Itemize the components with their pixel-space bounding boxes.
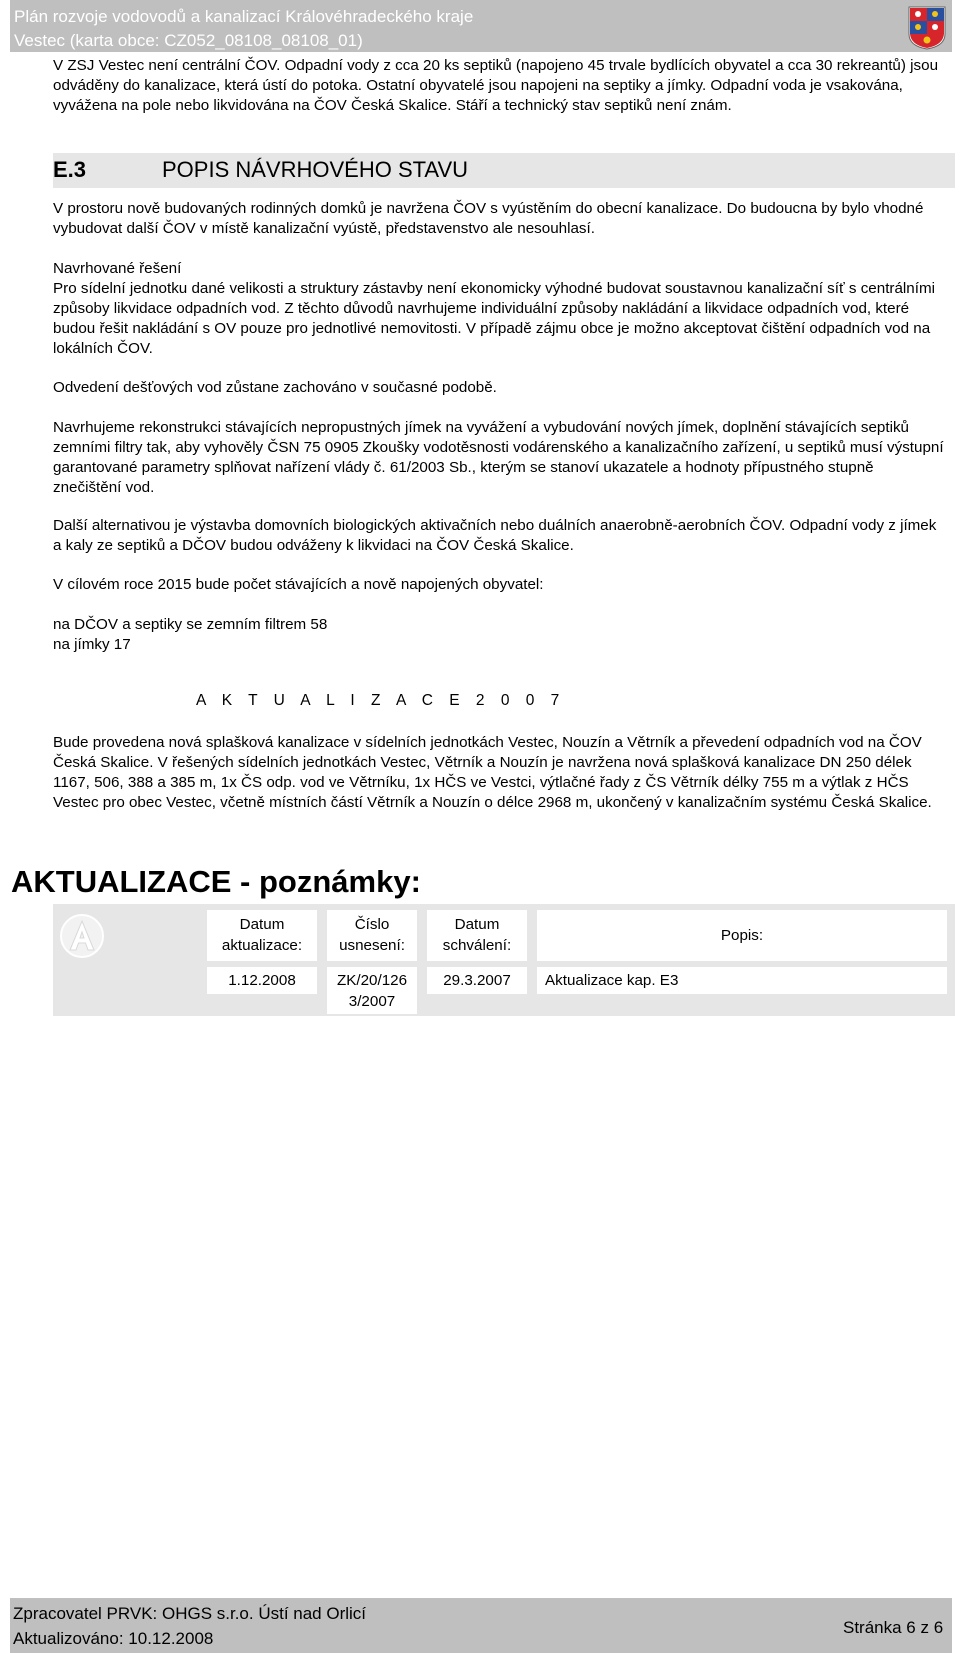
column-header-description: Popis:: [537, 910, 947, 961]
paragraph-4: Navrhujeme rekonstrukci stávajících nepropustných jímek na vyvážení a vybudování nových jímek, doplnění stávajících septiků zemními filtry tak, aby vyhověly ČSN 75 0905 Zkoušky vodotěsnosti vodárenského a kanalizačního zařízení, u septiků musí výstupní garantované parametry splňovat nařízení vlády č. 61/2003 Sb., kterým se stanoví ukazatele a hodnoty přípustného stupně znečištění vod.: [53, 419, 944, 496]
row-description: Aktualizace kap. E3: [537, 967, 947, 994]
paragraph-7-line-1: na DČOV a septiky se zemním filtrem 58: [53, 616, 328, 633]
row-approval: 29.3.2007: [427, 967, 527, 994]
updates-table: [53, 904, 955, 1016]
paragraph-3: Odvedení dešťových vod zůstane zachováno v současné podobě.: [53, 379, 497, 396]
page-number: Stránka 6 z 6: [843, 1618, 944, 1637]
paragraph-1: V prostoru nově budovaných rodinných domků je navržena ČOV s vyústěním do obecní kanalizace. Do budoucna by bylo vhodné vybudovat další ČOV v místě kanalizační vyústě, představenstvo ale nesouhlasí.: [53, 200, 924, 237]
coat-of-arms-icon: [908, 6, 946, 50]
document-title: Plán rozvoje vodovodů a kanalizací Královéhradeckého kraje: [14, 7, 474, 26]
updates-heading: AKTUALIZACE - poznámky:: [11, 864, 421, 899]
document-subtitle: Vestec (karta obce: CZ052_08108_08108_01): [14, 31, 363, 50]
row-date: 1.12.2008: [207, 967, 317, 994]
section-number: E.3: [53, 157, 87, 182]
paragraph-7-line-2: na jímky 17: [53, 636, 131, 653]
paragraph-5: Další alternativou je výstavba domovních biologických aktivačních nebo duálních anaerobně-aerobních ČOV. Odpadní vody z jímek a kaly ze septiků a DČOV budou odváženy k likvidaci na ČOV Česká Skalice.: [53, 517, 937, 554]
paragraph-2: Pro sídelní jednotku dané velikosti a struktury zástavby není ekonomicky výhodné budovat soustavnou kanalizační síť s centrálními způsoby likvidace odpadních vod. Z těchto důvodů navrhujeme individuální způsoby nakládání a likvidace odpadních vod, které budou řešit nakládání s OV pouze pro jednotlivé nemovitosti. V případě zájmu obce je možno akceptovat čištění odpadních vod na lokálních ČOV.: [53, 280, 935, 357]
column-header-approval: Datum schválení:: [427, 910, 527, 961]
column-header-resolution: Číslo usnesení:: [327, 910, 417, 961]
row-resolution: ZK/20/126 3/2007: [327, 967, 417, 1014]
paragraph-8: Bude provedena nová splašková kanalizace v sídelních jednotkách Vestec, Nouzín a Větrník a převedení odpadních vod na ČOV Česká Skalice. V řešených sídelních jednotkách Vestec, Větrník a Nouzín je navržena nová splašková kanalizace DN 250 délek 1167, 506, 388 a 385 m, 1x ČS odp. vod ve Větrníku, 1x HČS ve Vestci, výtlačné řady z ČS Větrník délky 755 m a výtlak z HČS Vestec pro obec Vestec, včetně místních částí Větrník a Nouzín o délce 2968 m, ukončený v kanalizačním systému Česká Skalice.: [53, 734, 932, 811]
footer-processor: Zpracovatel PRVK: OHGS s.r.o. Ústí nad Orlicí: [13, 1604, 367, 1623]
paragraph-2-heading: Navrhované řešení: [53, 260, 182, 277]
intro-paragraph: V ZSJ Vestec není centrální ČOV. Odpadní vody z cca 20 ks septiků (napojeno 45 trvale bydlících obyvatel a cca 30 rekreantů) jsou odváděny do kanalizace, která ústí do potoka. Ostatní obyvatelé jsou napojeni na septiky a jímky. Odpadní voda je vsakována, vyvážena na pole nebo likvidována na ČOV Česká Skalice. Stáří a technický stav septiků není znám.: [53, 57, 939, 114]
column-header-date: Datum aktualizace:: [207, 910, 317, 961]
paragraph-6: V cílovém roce 2015 bude počet stávajících a nově napojených obyvatel:: [53, 576, 544, 593]
aktualizace-2007-heading: A K T U A L I Z A C E 2 0 0 7: [196, 692, 566, 709]
footer-updated: Aktualizováno: 10.12.2008: [13, 1629, 214, 1648]
section-title: POPIS NÁVRHOVÉHO STAVU: [162, 157, 469, 182]
letter-a-logo-icon: [59, 913, 105, 959]
